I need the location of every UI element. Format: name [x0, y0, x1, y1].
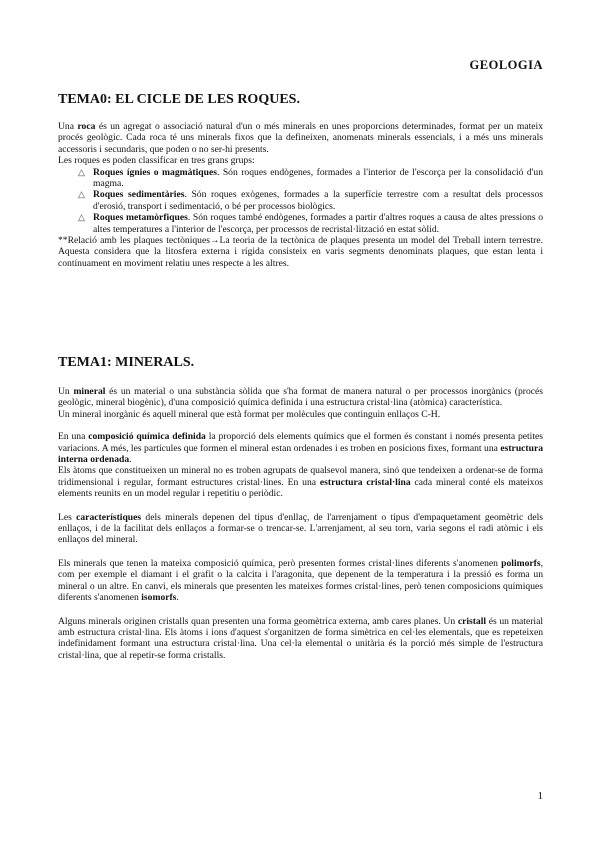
bullet-icon: △ — [78, 166, 85, 177]
page-number: 1 — [537, 790, 543, 802]
list-item: △ Roques metamòrfiques. Són roques també endògenes, formades a partir d'altres roques a causa de altes pressions o altes temperatures a l'interior de l'escorça, per processos de recristal·lització en estat sòlid. — [78, 212, 543, 235]
list-item: △ Roques sedimentàries. Són roques exògenes, formades a la superfície terrestre com a resultat dels processos d'erosió, transport i sedimentació, o bé per processos biològics. — [78, 189, 543, 212]
section-title-tema0: TEMA0: EL CICLE DE LES ROQUES. — [58, 92, 300, 107]
tema0-body — [58, 121, 543, 269]
rock-types-list — [58, 167, 543, 235]
bullet-icon: △ — [78, 212, 85, 223]
paragraph: Un mineral és un material o una substància sòlida que s'ha format de manera natural o per processos inorgànics (procés geològic, mineral biogènic), d'una composició química definida i una estructura cristal·lina (atòmica) característica. — [58, 386, 543, 409]
paragraph: Les característiques dels minerals depenen del tipus d'enllaç, de l'arrenjament o tipus d'empaquetament geomètric dels enllaços, i de la facilitat dels enllaços a formar-se o trencar-se. L'arrenjament, al seu torn, varia segons el radi atòmic i els enllaços del mineral. — [58, 511, 543, 546]
paragraph: Una roca és un agregat o associació natural d'un o més minerals en unes proporcions determinades, format per un mateix procés geològic. Cada roca té uns minerals fixos que la defineixen, anomenats minerals essencials, i a més uns minerals accessoris i secundaris, que poden o no ser-hi presents. — [58, 121, 543, 155]
paragraph: Les roques es poden classificar en tres grans grups: — [58, 155, 255, 167]
paragraph: Els minerals que tenen la mateixa composició química, però presenten formes cristal·lines diferents s'anomenen polimorfs, com per exemple el diamant i el grafit o la calcita i l'aragonita, que depenent de la temperatura i la pressió es forma un mineral o un altre. En canvi, els minerals que presenten les mateixes formes cristal·lines, però tenen composicions químiques diferents s'anomenen isomorfs. — [58, 557, 543, 604]
section-title-tema1: TEMA1: MINERALS. — [58, 355, 195, 370]
paragraph: Els àtoms que constitueixen un mineral no es troben agrupats de qualsevol manera, sinó que tendeixen a ordenar-se de forma tridimensional i regular, formant estructures cristal·lines. En una estructura cristal·lina cada mineral conté els mateixos elements reunits en un model regular i repetitiu o periòdic. — [58, 465, 544, 500]
tema1-body — [58, 386, 543, 661]
paragraph: En una composició química definida la proporció dels elements químics que el formen és constant i només presenta petites variacions. A més, les partícules que formen el mineral estan ordenades i es troben en posicions fixes, formant una estructura interna ordenada. — [58, 431, 543, 466]
bullet-icon: △ — [78, 189, 85, 200]
list-item: △ Roques ígnies o magmàtiques. Són roques endògenes, formades a l'interior de l'escorça per la consolidació d'un magma. — [78, 166, 544, 190]
paragraph: **Relació amb les plaques tectòniques→La teoria de la tectònica de plaques presenta un model del Treball intern terrestre. Aquesta considera que la litosfera externa i rígida consisteix en varis segments denominats plaques, que estan lenta i contínuament en moviment relatiu unes respecte a les altres. — [58, 235, 543, 269]
paragraph: Un mineral inorgànic és aquell mineral que està format per molècules que continguin enllaços C-H. — [58, 408, 441, 420]
paragraph: Alguns minerals originen cristalls quan presenten una forma geomètrica externa, amb cares planes. Un cristall és un material amb estructura cristal·lina. Els àtoms i ions d'aquest s'organitzen de forma simètrica en cel·les elementals, que es repeteixen indefinidament formant una estructura cristal·lina. Una cel·la elemental o unitària és la porció més simple de l'estructura cristal·lina, que al repetir-se forma cristalls. — [58, 615, 543, 661]
document-header: GEOLOGIA — [469, 58, 543, 72]
